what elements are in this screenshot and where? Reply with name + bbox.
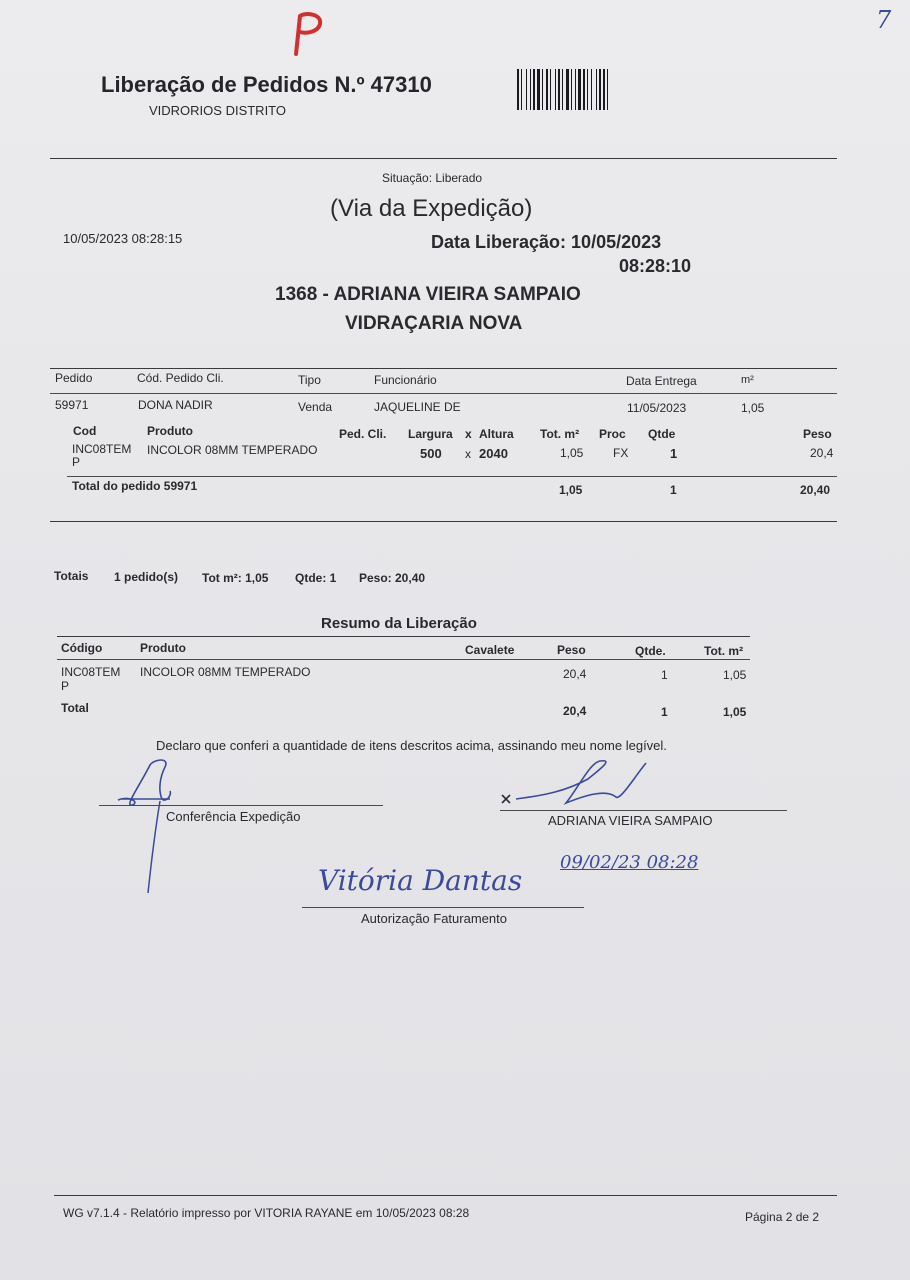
resumo-header-peso: Peso — [557, 643, 586, 657]
client-line: 1368 - ADRIANA VIEIRA SAMPAIO — [275, 284, 581, 305]
item-proc: FX — [613, 446, 629, 460]
item-altura: 2040 — [479, 446, 508, 461]
resumo-tot-m2: 1,05 — [723, 668, 747, 682]
col-header-cod-pedido-cli: Cód. Pedido Cli. — [137, 371, 224, 385]
pedido-table-bottom-line — [50, 521, 837, 522]
handwritten-p-mark — [282, 8, 330, 58]
total-pedido-peso: 20,40 — [800, 483, 831, 497]
conferencia-line — [99, 805, 383, 806]
resumo-produto: INCOLOR 08MM TEMPERADO — [140, 665, 311, 679]
row-funcionario: JAQUELINE DE — [374, 400, 461, 414]
resumo-total-qtde: 1 — [661, 705, 668, 719]
resumo-header-codigo: Código — [61, 641, 103, 655]
barcode-bar — [571, 69, 572, 110]
resumo-title: Resumo da Liberação — [321, 615, 477, 632]
conferencia-label: Conferência Expedição — [166, 809, 301, 824]
item-header-peso: Peso — [803, 427, 832, 441]
corner-mark-7: 7 — [876, 6, 892, 34]
barcode-graphic — [517, 69, 656, 110]
barcode-bar — [555, 69, 556, 110]
row-tipo: Venda — [298, 400, 333, 414]
signature-client — [496, 755, 656, 811]
barcode-bar — [521, 69, 522, 110]
item-x: x — [465, 447, 471, 461]
item-qtde: 1 — [670, 446, 678, 461]
footer-page-number: Página 2 de 2 — [745, 1210, 820, 1224]
barcode-bar — [591, 69, 592, 110]
barcode-bar — [533, 69, 535, 110]
data-liberacao-time: 08:28:10 — [619, 256, 692, 276]
resumo-total-m2: 1,05 — [723, 705, 747, 719]
item-header-largura: Largura — [408, 427, 453, 441]
item-header-cod: Cod — [73, 424, 97, 438]
row-data-entrega: 11/05/2023 — [627, 401, 687, 415]
handwritten-date: 09/02/23 08:28 — [560, 852, 699, 873]
barcode-bar — [526, 69, 527, 110]
print-datetime: 10/05/2023 08:28:15 — [63, 231, 183, 246]
data-liberacao: Data Liberação: 10/05/2023 — [431, 232, 662, 252]
resumo-header-produto: Produto — [140, 641, 186, 655]
totais-tot-m2: Tot m²: 1,05 — [202, 571, 269, 585]
table-header-line — [50, 393, 837, 394]
resumo-codigo-line2: P — [61, 679, 70, 693]
autorizacao-line — [302, 907, 584, 908]
signature-conferencia — [110, 755, 190, 895]
item-tot-m2: 1,05 — [560, 446, 584, 460]
totais-qtde: Qtde: 1 — [295, 571, 337, 585]
resumo-top-line — [57, 636, 750, 637]
barcode-bar — [517, 69, 519, 110]
item-produto: INCOLOR 08MM TEMPERADO — [147, 443, 318, 457]
row-cod-pedido-cli: DONA NADIR — [138, 398, 213, 412]
company-name: VIDRORIOS DISTRITO — [149, 103, 286, 118]
client-signature-line — [500, 810, 787, 811]
item-cod-line2: P — [72, 455, 81, 469]
item-header-tot-m2: Tot. m² — [540, 427, 580, 441]
via-label: (Via da Expedição) — [330, 195, 533, 222]
total-pedido-qtde: 1 — [670, 483, 677, 497]
resumo-header-cavalete: Cavalete — [465, 643, 515, 657]
col-header-tipo: Tipo — [298, 373, 321, 387]
barcode-bar — [596, 69, 597, 110]
item-peso: 20,4 — [810, 446, 834, 460]
resumo-qtde: 1 — [661, 668, 668, 682]
barcode-bar — [583, 69, 585, 110]
totais-peso: Peso: 20,40 — [359, 571, 426, 585]
resumo-header-qtde: Qtde. — [635, 644, 666, 658]
barcode-bar — [558, 69, 560, 110]
barcode-bar — [603, 69, 605, 110]
item-total-line — [67, 476, 837, 477]
item-header-x: x — [465, 427, 472, 441]
barcode-bar — [530, 69, 531, 110]
item-header-produto: Produto — [147, 424, 193, 438]
resumo-codigo-line1: INC08TEM — [61, 665, 121, 679]
header-divider — [50, 158, 837, 159]
footer-report-info: WG v7.1.4 - Relatório impresso por VITORIA RAYANE em 10/05/2023 08:28 — [63, 1206, 470, 1220]
col-header-funcionario: Funcionário — [374, 373, 437, 387]
barcode-bar — [562, 69, 563, 110]
col-header-data-entrega: Data Entrega — [626, 374, 697, 388]
resumo-header-line — [57, 659, 750, 660]
item-header-proc: Proc — [599, 427, 626, 441]
situacao-label: Situação: Liberado — [382, 171, 483, 185]
handwritten-name: Vitória Dantas — [318, 864, 523, 897]
barcode-bar — [575, 69, 576, 110]
barcode-bar — [607, 69, 608, 110]
barcode-bar — [542, 69, 543, 110]
barcode-bar — [599, 69, 601, 110]
barcode-bar — [566, 69, 569, 110]
item-largura: 500 — [420, 446, 442, 461]
item-cod-line1: INC08TEM — [72, 442, 132, 456]
client-name-label: ADRIANA VIEIRA SAMPAIO — [548, 813, 713, 828]
row-pedido: 59971 — [55, 398, 89, 412]
barcode-bar — [546, 69, 548, 110]
resumo-total-peso: 20,4 — [563, 704, 587, 718]
item-header-ped-cli: Ped. Cli. — [339, 427, 387, 441]
item-header-qtde: Qtde — [648, 427, 676, 441]
barcode-bar — [587, 69, 588, 110]
table-top-line — [50, 368, 837, 369]
totais-pedidos: 1 pedido(s) — [114, 570, 179, 584]
barcode-bar — [550, 69, 551, 110]
client-company: VIDRAÇARIA NOVA — [345, 313, 523, 334]
col-header-m2: m² — [741, 374, 754, 386]
total-pedido-label: Total do pedido 59971 — [72, 479, 198, 493]
declaracao-text: Declaro que conferi a quantidade de itens descritos acima, assinando meu nome legível. — [156, 738, 667, 753]
total-pedido-m2: 1,05 — [559, 483, 583, 497]
resumo-header-tot-m2: Tot. m² — [704, 644, 744, 658]
barcode-bar — [578, 69, 581, 110]
autorizacao-label: Autorização Faturamento — [361, 911, 507, 926]
totais-label: Totais — [54, 569, 89, 583]
footer-line — [54, 1195, 837, 1196]
item-header-altura: Altura — [479, 427, 514, 441]
col-header-pedido: Pedido — [55, 371, 93, 385]
resumo-peso: 20,4 — [563, 667, 587, 681]
barcode-bar — [537, 69, 540, 110]
resumo-total-label: Total — [61, 701, 89, 715]
row-m2: 1,05 — [741, 401, 765, 415]
document-title: Liberação de Pedidos N.º 47310 — [101, 72, 432, 97]
